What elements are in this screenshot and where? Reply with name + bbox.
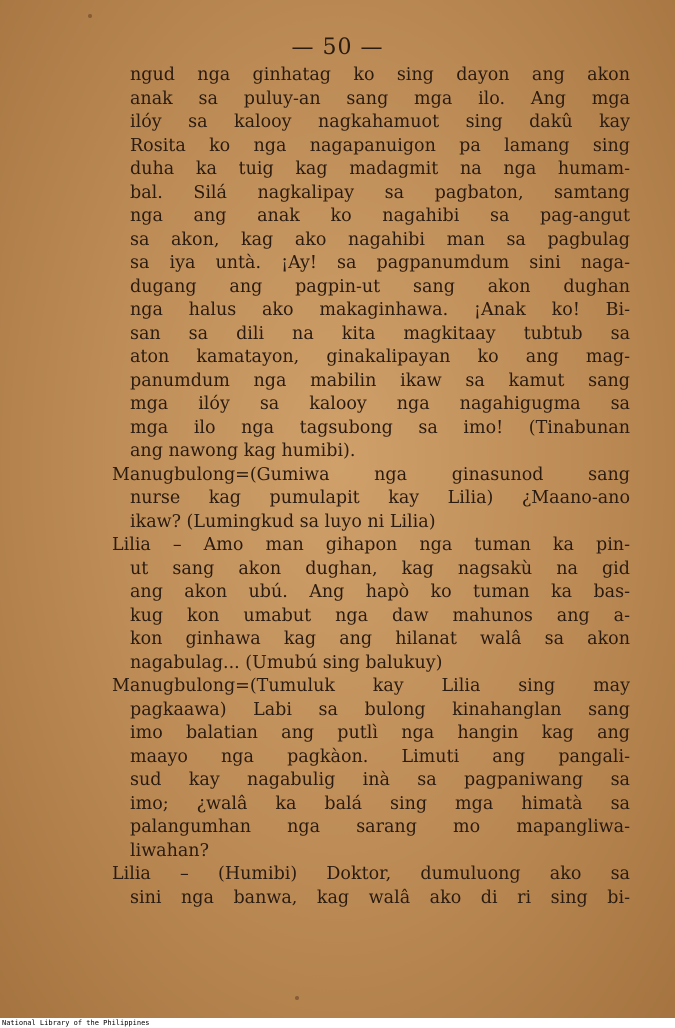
text-line: liwahan? — [130, 840, 209, 861]
text-line: sud kay nagabulig inà sa pagpaniwang sa — [130, 770, 630, 790]
text-line: san sa dili na kita magkitaay tubtub sa — [130, 323, 630, 344]
text-line: mga ilo nga tagsubong sa imo! (Tinabunan — [130, 417, 630, 438]
text-line: bal. Silá nagkalipay sa pagbaton, samtang — [130, 182, 630, 203]
text-line: ngud nga ginhatag ko sing dayon ang akon — [130, 65, 630, 85]
text-line: Manugbulong=(Gumiwa nga ginasunod sang — [112, 464, 630, 485]
paper-speck — [295, 996, 299, 1000]
text-line: mga ilóy sa kalooy nga nagahigugma sa — [130, 394, 630, 414]
text-line: Rosita ko nga nagapanuigon pa lamang sing — [130, 135, 630, 156]
text-line: Lilia – (Humibi) Doktor, dumuluong ako sa — [112, 864, 630, 884]
text-line: pagkaawa) Labi sa bulong kinahanglan sang — [130, 699, 630, 720]
text-line: Lilia – Amo man gihapon nga tuman ka pin- — [112, 535, 630, 555]
text-line: ilóy sa kalooy nagkahamuot sing dakû kay — [130, 112, 630, 132]
text-line: duha ka tuig kag madagmit na nga humam- — [130, 159, 630, 179]
page-number: — 50 — — [291, 35, 384, 60]
text-line: ang nawong kag humibi). — [130, 441, 356, 461]
paper-speck — [88, 14, 92, 18]
text-line: ut sang akon dughan, kag nagsakù na gid — [130, 558, 630, 579]
text-line: ikaw? (Lumingkud sa luyo ni Lilia) — [130, 511, 436, 532]
text-line: imo; ¿walâ ka balá sing mga himatà sa — [130, 793, 630, 814]
text-line: aton kamatayon, ginakalipayan ko ang mag- — [130, 347, 630, 367]
text-line: anak sa puluy-an sang mga ilo. Ang mga — [130, 88, 630, 109]
text-line: sa iya untà. ¡Ay! sa pagpanumdum sini naga- — [130, 253, 630, 273]
text-line: panumdum nga mabilin ikaw sa kamut sang — [130, 370, 630, 391]
text-line: imo balatian ang putlì nga hangin kag ang — [130, 723, 630, 743]
text-line: Manugbulong=(Tumuluk kay Lilia sing may — [112, 676, 630, 696]
text-line: palangumhan nga sarang mo mapangliwa- — [130, 817, 630, 837]
text-line: nagabulag... (Umubú sing balukuy) — [130, 652, 443, 673]
text-line: nurse kag pumulapit kay Lilia) ¿Maano-ano — [130, 488, 630, 508]
text-line: ang akon ubú. Ang hapò ko tuman ka bas- — [130, 582, 630, 602]
text-line: sa akon, kag ako nagahibi man sa pagbulag — [130, 229, 630, 250]
library-credit: National Library of the Philippines — [0, 1018, 675, 1028]
text-line: nga ang anak ko nagahibi sa pag-angut — [130, 206, 630, 226]
text-line: nga halus ako makaginhawa. ¡Anak ko! Bi- — [130, 300, 630, 320]
text-line: kug kon umabut nga daw mahunos ang a- — [130, 605, 630, 626]
body-text — [112, 64, 630, 910]
text-line: dugang ang pagpin-ut sang akon dughan — [130, 276, 630, 297]
text-line: kon ginhawa kag ang hilanat walâ sa akon — [130, 629, 630, 649]
text-line: maayo nga pagkàon. Limuti ang pangali- — [130, 746, 630, 767]
text-line: sini nga banwa, kag walâ ako di ri sing bi- — [130, 887, 630, 908]
